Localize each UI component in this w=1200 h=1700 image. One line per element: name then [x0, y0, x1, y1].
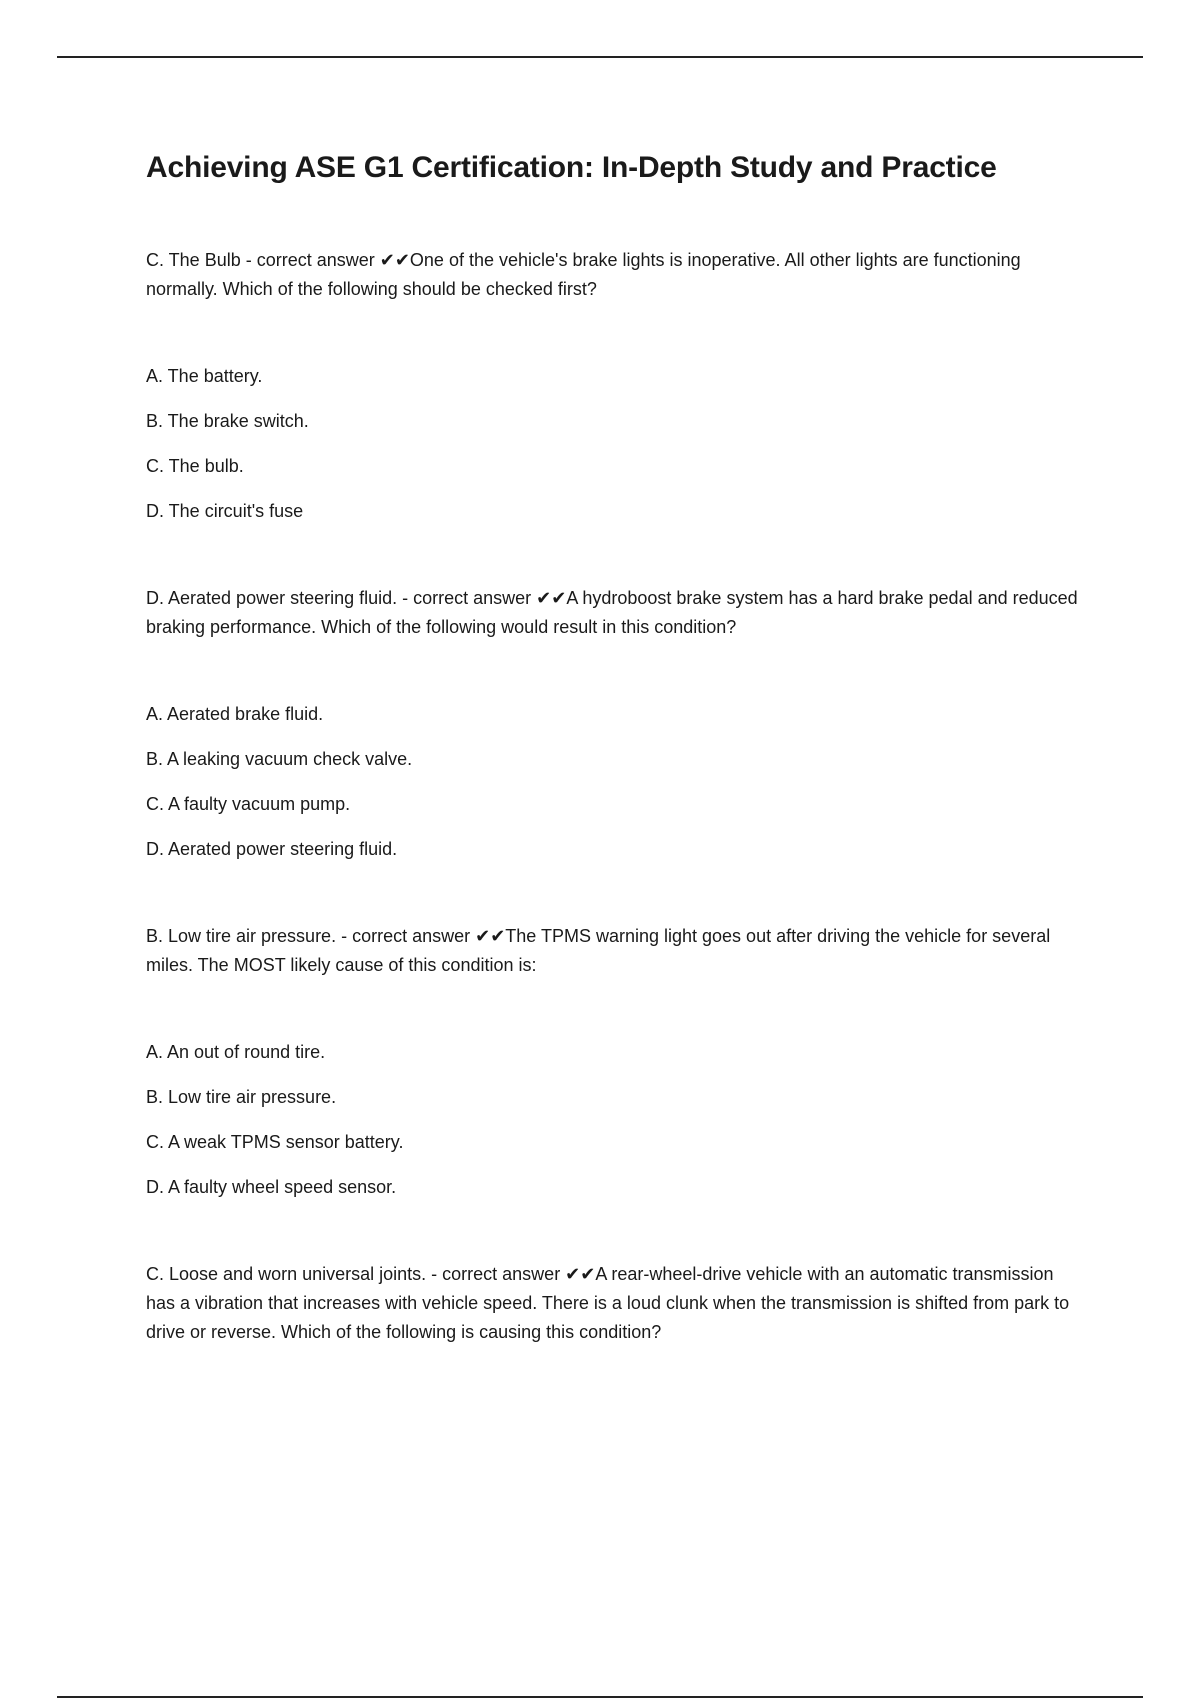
question-block [146, 246, 1086, 526]
document-title: Achieving ASE G1 Certification: In-Depth Study and Practice [146, 151, 997, 184]
question-text: C. Loose and worn universal joints. - correct answer ✔✔A rear-wheel-drive vehicle with an automatic transmission has a vibration that increases with vehicle speed. There is a loud clunk when the transmission is shifted from park to drive or reverse. Which of the following is causing this condition? [146, 1264, 1070, 1342]
answer-options [146, 700, 1086, 864]
question-text: C. The Bulb - correct answer ✔✔One of the vehicle's brake lights is inoperative. All other lights are functioning normally. Which of the following should be checked first? [146, 250, 1021, 299]
answer-option: D. A faulty wheel speed sensor. [146, 1177, 397, 1197]
answer-option: D. The circuit's fuse [146, 501, 304, 521]
answer-options [146, 1038, 1086, 1202]
question-block [146, 922, 1086, 1202]
answer-option: B. A leaking vacuum check valve. [146, 749, 413, 769]
answer-option: C. A weak TPMS sensor battery. [146, 1132, 404, 1152]
answer-option: C. The bulb. [146, 456, 244, 476]
answer-option: D. Aerated power steering fluid. [146, 839, 398, 859]
question-text: D. Aerated power steering fluid. - correct answer ✔✔A hydroboost brake system has a hard brake pedal and reduced braking performance. Which of the following would result in this condition? [146, 588, 1078, 637]
answer-option: B. The brake switch. [146, 411, 309, 431]
footer-rule [57, 1696, 1143, 1698]
answer-option: A. An out of round tire. [146, 1042, 326, 1062]
question-block [146, 1260, 1086, 1347]
answer-option: B. Low tire air pressure. [146, 1087, 337, 1107]
answer-option: C. A faulty vacuum pump. [146, 794, 351, 814]
document-body [146, 146, 1086, 1347]
answer-options [146, 362, 1086, 526]
header-rule [57, 56, 1143, 58]
answer-option: A. Aerated brake fluid. [146, 704, 324, 724]
question-text: B. Low tire air pressure. - correct answer ✔✔The TPMS warning light goes out after driving the vehicle for several miles. The MOST likely cause of this condition is: [146, 926, 1051, 975]
question-block [146, 584, 1086, 864]
answer-option: A. The battery. [146, 366, 263, 386]
